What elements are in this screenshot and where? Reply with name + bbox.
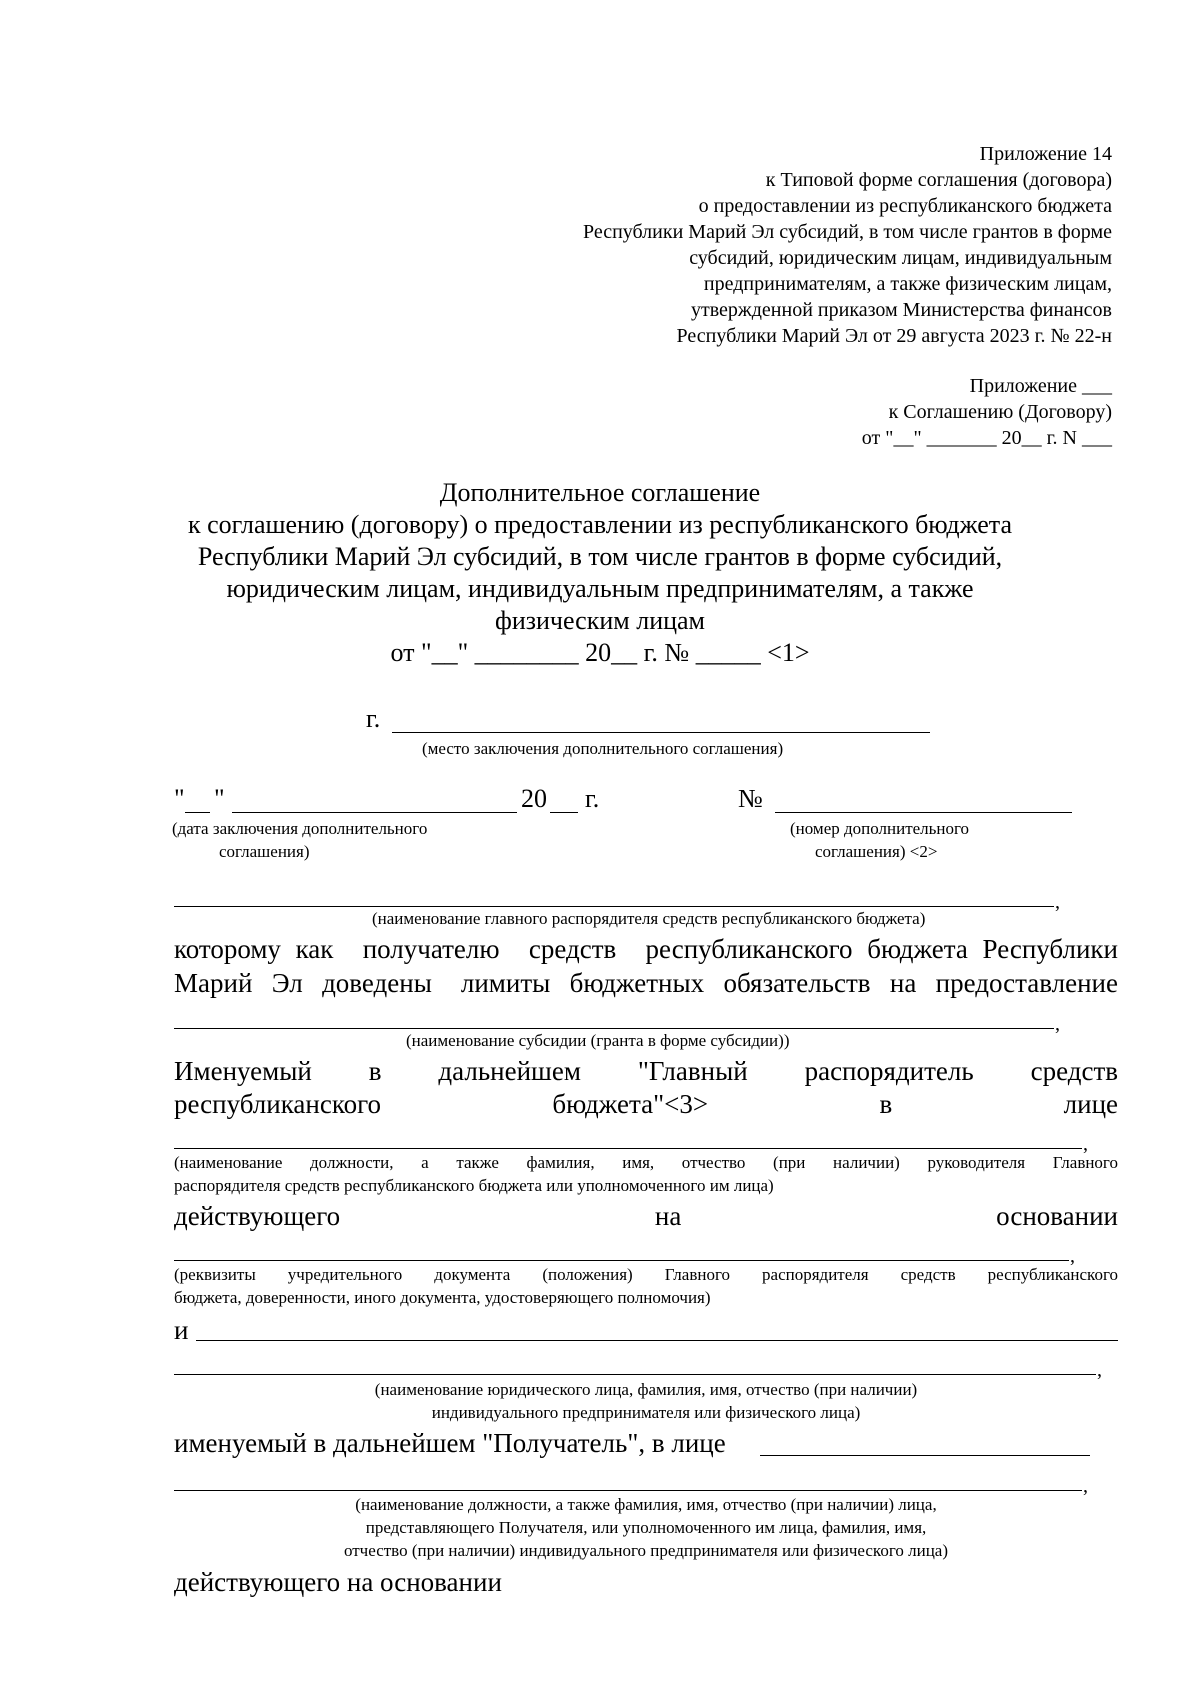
place-prefix: г. bbox=[366, 704, 381, 733]
appendix14-line3: о предоставлении из республиканского бюджета bbox=[698, 195, 1112, 217]
month-field-line[interactable] bbox=[232, 812, 517, 813]
text3: действующего на основании bbox=[174, 1201, 1118, 1231]
appendix14-line8: Республики Марий Эл от 29 августа 2023 г. № 22-н bbox=[676, 325, 1112, 347]
head-name-field-line[interactable] bbox=[174, 1148, 1082, 1149]
appendix14-line1: Приложение 14 bbox=[979, 143, 1112, 165]
title-line4: юридическим лицам, индивидуальным предпринимателям, а также bbox=[226, 574, 974, 603]
year-field-line[interactable] bbox=[550, 812, 578, 813]
subsidy-name-field-line[interactable] bbox=[174, 1028, 1054, 1029]
appendix-blank-line1: Приложение ___ bbox=[969, 375, 1112, 397]
recipient-rep-field-line2[interactable] bbox=[174, 1490, 1082, 1491]
text1-line1: которому как получателю средств республиканского бюджета Республики bbox=[174, 934, 1118, 964]
place-caption: (место заключения дополнительного соглашения) bbox=[422, 739, 784, 758]
basis-document-field-line[interactable] bbox=[174, 1260, 1069, 1261]
grbs-caption: (наименование главного распорядителя средств республиканского бюджета) bbox=[372, 909, 926, 928]
title-line6: от "__" ________ 20__ г. № _____ <1> bbox=[390, 638, 810, 667]
comma: , bbox=[1070, 1245, 1075, 1267]
date-caption-line2: соглашения) bbox=[219, 842, 310, 861]
doc-caption-line1: (реквизиты учредительного документа (положения) Главного распорядителя средств республиканского bbox=[174, 1265, 1118, 1284]
recipient-caption-line1: (наименование юридического лица, фамилия, имя, отчество (при наличии) bbox=[374, 1380, 918, 1399]
title-line2: к соглашению (договору) о предоставлении из республиканского бюджета bbox=[187, 510, 1013, 539]
and-word: и bbox=[174, 1315, 189, 1345]
rep-caption-line2: представляющего Получателя, или уполномоченного им лица, фамилия, имя, bbox=[365, 1518, 927, 1537]
date-quote-open: " bbox=[174, 784, 185, 813]
date-caption-line1: (дата заключения дополнительного bbox=[172, 819, 428, 838]
number-caption-line1: (номер дополнительного bbox=[790, 819, 970, 838]
head-caption-line2: распорядителя средств республиканского бюджета или уполномоченного им лица) bbox=[174, 1176, 774, 1195]
appendix14-line5: субсидий, юридическим лицам, индивидуальным bbox=[689, 247, 1112, 269]
comma: , bbox=[1097, 1359, 1102, 1381]
text2-line2: республиканского бюджета"<3> в лице bbox=[174, 1089, 1118, 1119]
subsidy-caption: (наименование субсидии (гранта в форме субсидии)) bbox=[406, 1031, 790, 1050]
comma: , bbox=[1055, 891, 1060, 913]
recipient-caption-line2: индивидуального предпринимателя или физического лица) bbox=[431, 1403, 861, 1422]
recipient-rep-field-line1[interactable] bbox=[760, 1455, 1090, 1456]
date-quote-close: " bbox=[214, 784, 225, 813]
text5: действующего на основании bbox=[174, 1567, 502, 1597]
grbs-name-field-line[interactable] bbox=[174, 906, 1054, 907]
day-field-line[interactable] bbox=[185, 812, 210, 813]
number-sign: № bbox=[738, 784, 763, 813]
text2-line1: Именуемый в дальнейшем "Главный распорядитель средств bbox=[174, 1056, 1118, 1086]
appendix14-line7: утвержденной приказом Министерства финансов bbox=[690, 299, 1112, 321]
head-caption-line1: (наименование должности, а также фамилия, имя, отчество (при наличии) руководителя Главного bbox=[174, 1153, 1118, 1172]
comma: , bbox=[1083, 1475, 1088, 1497]
year-suffix: г. bbox=[585, 784, 600, 813]
rep-caption-line1: (наименование должности, а также фамилия, имя, отчество (при наличии) лица, bbox=[355, 1495, 937, 1514]
title-line3: Республики Марий Эл субсидий, в том числе грантов в форме субсидий, bbox=[197, 542, 1003, 571]
comma: , bbox=[1083, 1133, 1088, 1155]
appendix14-line4: Республики Марий Эл субсидий, в том числе грантов в форме bbox=[582, 221, 1112, 243]
year-prefix: 20 bbox=[521, 784, 547, 813]
appendix-blank-line2: к Соглашению (Договору) bbox=[888, 401, 1112, 423]
place-field-line[interactable] bbox=[392, 732, 930, 733]
comma: , bbox=[1055, 1013, 1060, 1035]
recipient-name-field-line1[interactable] bbox=[196, 1340, 1118, 1341]
appendix-blank-line3: от "__" _______ 20__ г. N ___ bbox=[861, 427, 1112, 449]
appendix14-line6: предпринимателям, а также физическим лицам, bbox=[703, 273, 1112, 295]
title-line5: физическим лицам bbox=[494, 606, 706, 635]
doc-caption-line2: бюджета, доверенности, иного документа, удостоверяющего полномочия) bbox=[174, 1288, 711, 1307]
recipient-name-field-line2[interactable] bbox=[174, 1374, 1096, 1375]
agreement-number-field-line[interactable] bbox=[775, 812, 1072, 813]
appendix14-line2: к Типовой форме соглашения (договора) bbox=[765, 169, 1112, 191]
text1-line2: Марий Эл доведены лимиты бюджетных обязательств на предоставление bbox=[174, 968, 1118, 998]
text4: именуемый в дальнейшем "Получатель", в лице bbox=[174, 1428, 726, 1458]
rep-caption-line3: отчество (при наличии) индивидуального предпринимателя или физического лица) bbox=[343, 1541, 949, 1560]
number-caption-line2: соглашения) <2> bbox=[815, 842, 938, 861]
title-line1: Дополнительное соглашение bbox=[439, 478, 761, 507]
